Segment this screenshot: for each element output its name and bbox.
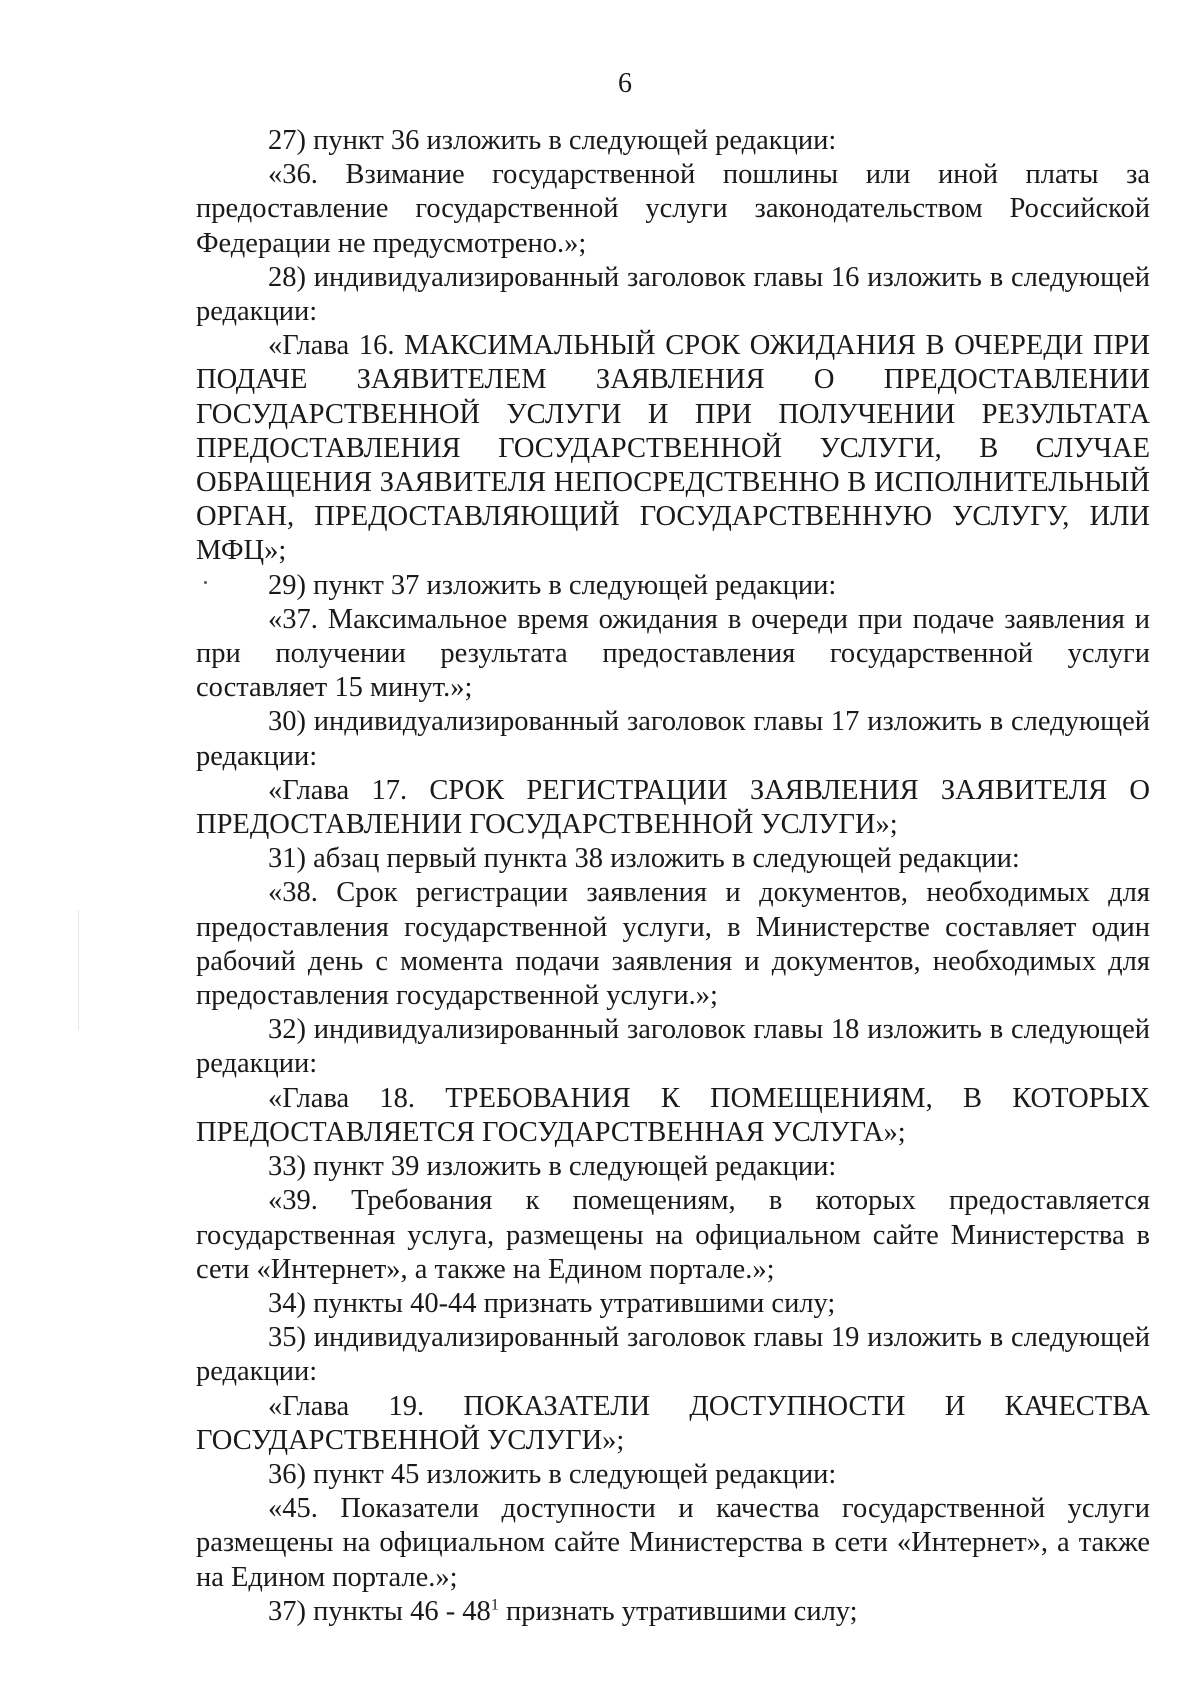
paragraph-item-28: 28) индивидуализированный заголовок главы 16 изложить в следующей редакции: <box>196 261 1150 328</box>
paragraph-heading-chapter-17: «Глава 17. СРОК РЕГИСТРАЦИИ ЗАЯВЛЕНИЯ ЗАЯВИТЕЛЯ О ПРЕДОСТАВЛЕНИИ ГОСУДАРСТВЕННОЙ УСЛУГИ»; <box>196 774 1150 841</box>
paragraph-quote-38: «38. Срок регистрации заявления и документов, необходимых для предоставления государственной услуги, в Министерстве составляет один рабочий день с момента подачи заявления и документов, необходимых для предоставления государственной услуги.»; <box>196 877 1150 1012</box>
paragraph-quote-39: «39. Требования к помещениям, в которых предоставляется государственная услуга, размещены на официальном сайте Министерства в сети «Интернет», а также на Едином портале.»; <box>196 1185 1150 1285</box>
item-37-superscript: 1 <box>490 1596 499 1614</box>
paragraph-item-31: 31) абзац первый пункта 38 изложить в следующей редакции: <box>268 843 1020 875</box>
item-37-text-end: признать утратившими силу; <box>498 1595 858 1627</box>
paragraph-item-35: 35) индивидуализированный заголовок главы 19 изложить в следующей редакции: <box>196 1322 1150 1388</box>
paragraph-quote-45: «45. Показатели доступности и качества государственной услуги размещены на официальном сайте Министерства в сети «Интернет», а также на Едином портале.»; <box>196 1493 1150 1593</box>
paragraph-quote-36: «36. Взимание государственной пошлины или иной платы за предоставление государственной услуги законодательством Российской Федерации не предусмотрено.»; <box>196 159 1150 259</box>
paragraph-item-32: 32) индивидуализированный заголовок главы 18 изложить в следующей редакции: <box>196 1014 1150 1080</box>
paragraph-item-34: 34) пункты 40-44 признать утратившими силу; <box>268 1287 836 1319</box>
paragraph-item-29: 29) пункт 37 изложить в следующей редакции: <box>268 569 837 601</box>
paragraph-item-27: 27) пункт 36 изложить в следующей редакции: <box>268 125 837 156</box>
page-number: 6 <box>618 68 632 99</box>
paragraph-item-36: 36) пункт 45 изложить в следующей редакции: <box>268 1458 837 1490</box>
paragraph-item-37 <box>196 1595 1150 1629</box>
paragraph-quote-37: «37. Максимальное время ожидания в очереди при подаче заявления и при получении результата предоставления государственной услуги составляет 15 минут.»; <box>196 603 1150 704</box>
paragraph-heading-chapter-18: «Глава 18. ТРЕБОВАНИЯ К ПОМЕЩЕНИЯМ, В КОТОРЫХ ПРЕДОСТАВЛЯЕТСЯ ГОСУДАРСТВЕННАЯ УСЛУГА»; <box>196 1082 1150 1148</box>
scan-margin-line <box>78 910 79 1030</box>
item-37-text-start: 37) пункты 46 - 48 <box>268 1595 491 1627</box>
paragraph-item-30: 30) индивидуализированный заголовок главы 17 изложить в следующей редакции: <box>196 706 1150 772</box>
paragraph-heading-chapter-19: «Глава 19. ПОКАЗАТЕЛИ ДОСТУПНОСТИ И КАЧЕСТВА ГОСУДАРСТВЕННОЙ УСЛУГИ»; <box>196 1390 1150 1456</box>
paragraph-heading-chapter-16: «Глава 16. МАКСИМАЛЬНЫЙ СРОК ОЖИДАНИЯ В ОЧЕРЕДИ ПРИ ПОДАЧЕ ЗАЯВИТЕЛЕМ ЗАЯВЛЕНИЯ О ПРЕДОСТАВЛЕНИИ ГОСУДАРСТВЕННОЙ УСЛУГИ И ПРИ ПОЛУЧЕНИИ РЕЗУЛЬТАТА ПРЕДОСТАВЛЕНИЯ ГОСУДАРСТВЕННОЙ УСЛУГИ, В СЛУЧАЕ ОБРАЩЕНИЯ ЗАЯВИТЕЛЯ НЕПОСРЕДСТВЕННО В ИСПОЛНИТЕЛЬНЫЙ ОРГАН, ПРЕДОСТАВЛЯЮЩИЙ ГОСУДАРСТВЕННУЮ УСЛУГУ, ИЛИ МФЦ»; <box>196 330 1150 567</box>
document-body <box>196 124 1150 1629</box>
paragraph-item-33: 33) пункт 39 изложить в следующей редакции: <box>268 1151 837 1183</box>
